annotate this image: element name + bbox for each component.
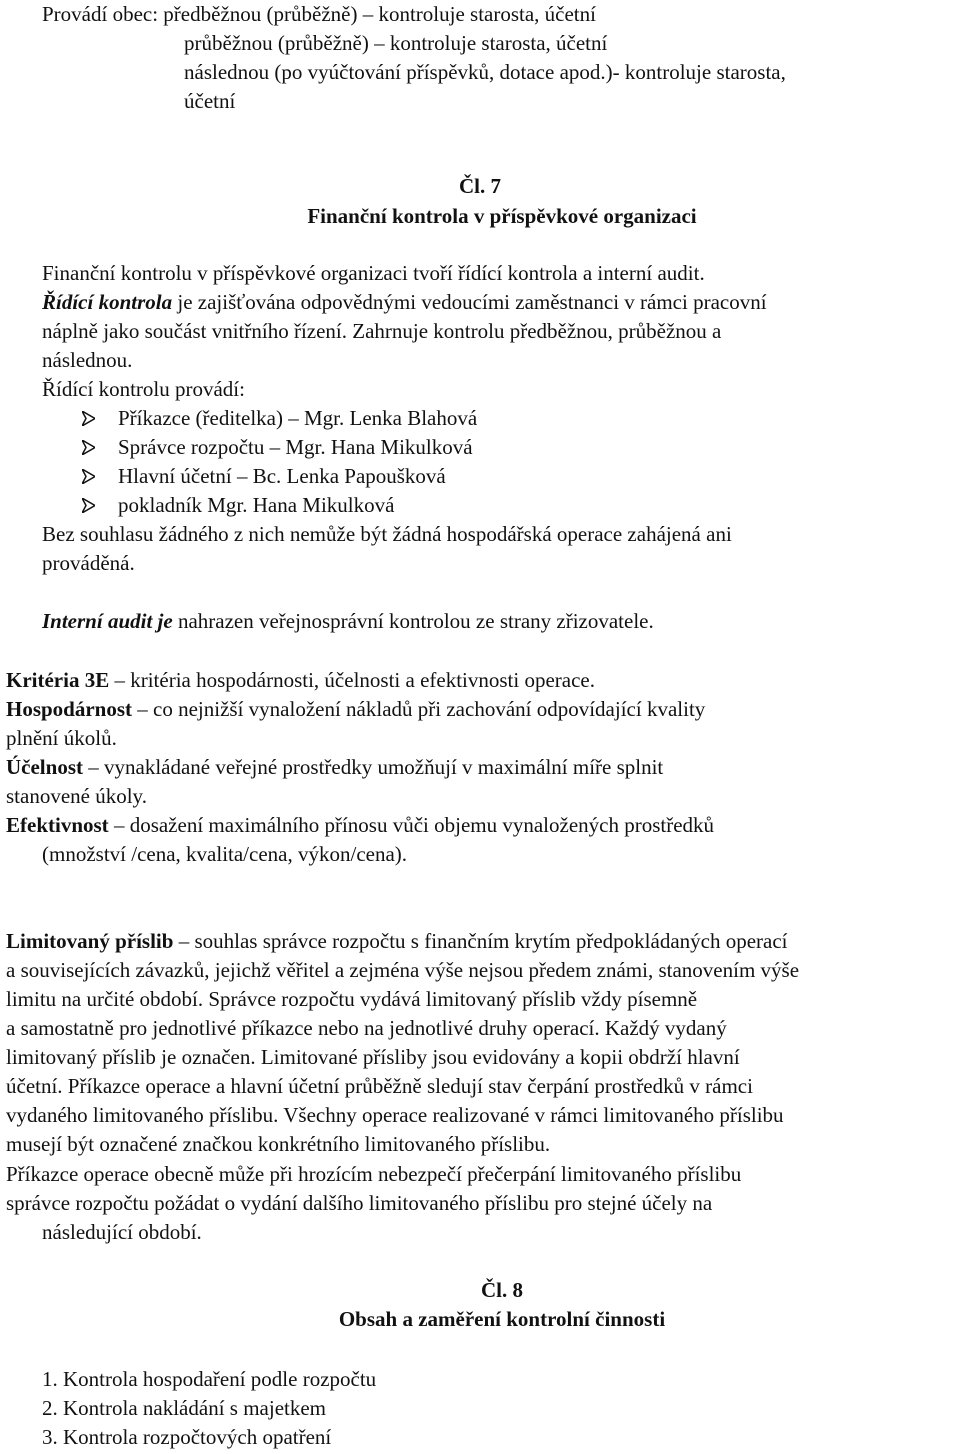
text-line: následnou. [42,348,133,372]
article-number: Čl. 7 [459,174,501,198]
text-line: náplně jako součást vnitřního řízení. Zahrnuje kontrolu předběžnou, průběžnou a [42,319,722,343]
text-line: následující období. [42,1220,202,1244]
text-line: Řídící kontrolu provádí: [42,377,245,401]
paragraph-line [6,695,705,723]
list-item: 1. Kontrola hospodaření podle rozpočtu [42,1367,377,1391]
list-item: Příkazce (ředitelka) – Mgr. Lenka Blahová [118,406,478,430]
text-line: Bez souhlasu žádného z nich nemůže být žádná hospodářská operace zahájená ani [42,522,732,546]
term-efektivnost: Efektivnost [6,813,109,837]
arrow-bullet-icon [82,469,95,484]
list-item: pokladník Mgr. Hana Mikulková [118,493,395,517]
term-ridici-kontrola: Řídící kontrola [42,290,173,314]
text-line: účetní. Příkazce operace a hlavní účetní průběžně sledují stav čerpání prostředků v rámci [6,1074,753,1098]
article-number: Čl. 8 [481,1278,523,1302]
text-line: stanovené úkoly. [6,784,147,808]
text-line: limitu na určité období. Správce rozpočtu vydává limitovaný příslib vždy písemně [6,987,698,1011]
article-title: Obsah a zaměření kontrolní činnosti [338,1307,666,1331]
term-limitovany-prislib: Limitovaný příslib [6,929,174,953]
text-segment: – dosažení maximálního přínosu vůči objemu vynaložených prostředků [108,813,715,837]
text-segment: – kritéria hospodárnosti, účelnosti a efektivnosti operace. [109,668,595,692]
text-line: Příkazce operace obecně může při hrozícím nebezpečí přečerpání limitovaného příslibu [6,1162,742,1186]
text-segment: nahrazen veřejnosprávní kontrolou ze strany zřizovatele. [172,609,654,633]
list-item: Hlavní účetní – Bc. Lenka Papoušková [118,464,446,488]
paragraph-line [6,927,788,955]
text-line: plnění úkolů. [6,726,117,750]
term-ucelnost: Účelnost [6,755,83,779]
text-line: prováděná. [42,551,135,575]
paragraph-line [6,753,663,781]
paragraph-line [6,666,595,694]
paragraph-line [6,811,714,839]
text-line: Finanční kontrolu v příspěvkové organizaci tvoří řídící kontrola a interní audit. [42,261,705,285]
text-line: limitovaný příslib je označen. Limitované přísliby jsou evidovány a kopii obdrží hlavní [6,1045,740,1069]
text-segment: – co nejnižší vynaložení nákladů při zachování odpovídající kvality [132,697,706,721]
text-segment: – vynakládané veřejné prostředky umožňují v maximální míře splnit [83,755,664,779]
text-segment: – souhlas správce rozpočtu s finančním krytím předpokládaných operací [173,929,788,953]
text-line: musejí být označené značkou konkrétního limitovaného příslibu. [6,1132,551,1156]
term-kriteria-3e: Kritéria 3E [6,668,110,692]
term-hospodarnost: Hospodárnost [6,697,133,721]
text-line: a samostatně pro jednotlivé příkazce nebo na jednotlivé druhy operací. Každý vydaný [6,1016,727,1040]
text-line: vydaného limitovaného příslibu. Všechny operace realizované v rámci limitovaného příslibu [6,1103,784,1127]
list-item: 3. Kontrola rozpočtových opatření [42,1425,332,1449]
text-line: následnou (po vyúčtování příspěvků, dotace apod.)- kontroluje starosta, [184,60,786,84]
list-item: Správce rozpočtu – Mgr. Hana Mikulková [118,435,473,459]
text-line: účetní [184,89,236,113]
term-interni-audit: Interní audit je [42,609,173,633]
text-line: Provádí obec: předběžnou (průběžně) – kontroluje starosta, účetní [42,2,596,26]
paragraph-line [42,607,654,635]
article-title: Finanční kontrola v příspěvkové organizaci [307,204,697,228]
arrow-bullet-icon [82,411,95,426]
list-item: 2. Kontrola nakládání s majetkem [42,1396,327,1420]
text-line: průběžnou (průběžně) – kontroluje starosta, účetní [184,31,608,55]
text-segment: je zajišťována odpovědnými vedoucími zaměstnanci v rámci pracovní [172,290,767,314]
paragraph-line [42,288,767,316]
text-line: správce rozpočtu požádat o vydání dalšího limitovaného příslibu pro stejné účely na [6,1191,713,1215]
arrow-bullet-icon [82,498,95,513]
arrow-bullet-icon [82,440,95,455]
text-line: (množství /cena, kvalita/cena, výkon/cena). [42,842,408,866]
text-line: a souvisejících závazků, jejichž věřitel a zejména výše nejsou předem známi, stanovením výše [6,958,800,982]
